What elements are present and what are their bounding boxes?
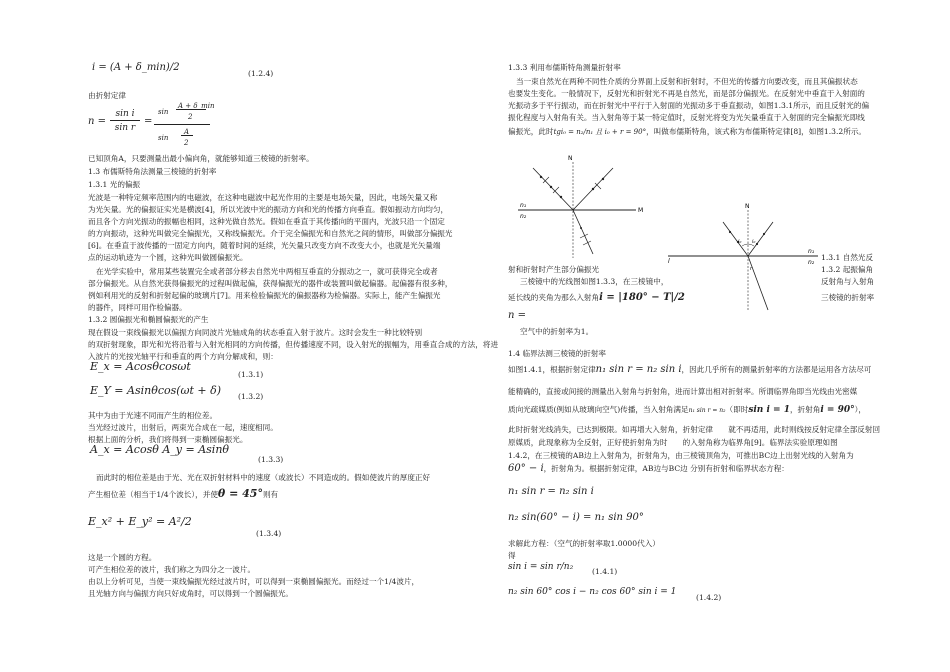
paragraph-line: 得 xyxy=(508,551,516,560)
equation-circle: E_x² + E_y² = A²/2 xyxy=(88,515,192,528)
subsection-heading: 1.3.2 圆偏振光和椭圆偏振光的产生 xyxy=(88,315,209,324)
medium-label: n₁ xyxy=(520,202,527,209)
text-span: ，折射角为。根据折射定律，AB边与BC边 分别有折射和临界状态方程： xyxy=(543,464,789,473)
equation-n-lhs: n = xyxy=(88,116,106,127)
inline-equation: i = |180° − T|/2 xyxy=(599,292,685,303)
inline-equation: tgi₀ = n₂/n₁ 且 i₀ + r = 90° xyxy=(553,128,647,136)
paragraph-line: 当一束自然光在两种不同性介质的分界面上反射和折射时，不但光的传播方向要改变，而且其偏振状态 xyxy=(516,77,858,86)
paragraph-line: 为光矢量。光的偏振证实光是横波[4]，所以光波中光的振动方向和光的传播方向垂直。假如振动方向均匀， xyxy=(88,205,449,214)
equation-ex: E_x = Acosθcosωt xyxy=(90,360,191,373)
paragraph-line: 当光经过波片，出射后，两束光合成在一起，速度相同。 xyxy=(88,423,278,432)
paragraph-line: 例如利用光的反射和折射起偏的玻璃片[7]。用来检验偏振光的偏振器称为检偏器。实际上，能产生偏振光 xyxy=(88,291,441,300)
angle-label: i₀ xyxy=(738,239,742,245)
subsection-heading: 1.3.3 利用布儒斯特角测量折射率 xyxy=(508,63,621,72)
equation-amplitudes: A_x = Acosθ A_y = Asinθ xyxy=(90,443,230,456)
paragraph-line: 在光学实验中，常用某些装置完全或者部分移去自然光中两相互垂直的分振动之一，就可获得完全或者 xyxy=(96,267,438,276)
paragraph-line: 已知顶角A，只要测量出最小偏向角，就能够知道三棱镜的折射率。 xyxy=(88,154,314,163)
section-heading: 1.3 布儒斯特角法测量三棱镜的折射率 xyxy=(88,167,217,176)
text-span: 延长线的夹角为那么入射角 xyxy=(508,293,600,302)
paragraph-line: 部分偏振光。从自然光获得偏振光的过程叫做起偏，获得偏振光的器件或装置叫做起偏器。起偏器有很多种， xyxy=(88,279,453,288)
angle-label: r xyxy=(750,266,753,272)
interface-label: M xyxy=(638,207,644,214)
equation-equals: = xyxy=(144,116,153,127)
inline-equation: sin i = 1 xyxy=(748,405,790,415)
figure-caption: 反射角与入射角 xyxy=(821,277,875,286)
paragraph-line: 根据上面的分析，我们将得到一束椭圆偏振光。 xyxy=(88,435,248,444)
paragraph-line xyxy=(508,126,866,138)
paragraph-line: 光波是一种特定频率范围内的电磁波，在这种电磁波中起光作用的主要是电场矢量，因此，电场矢量又称 xyxy=(88,193,438,202)
paragraph-line: 且光轴方向与偏振方向只好成角时，可以得到一个圆偏振光。 xyxy=(88,589,294,598)
text-span: 如图1.4.1，根据折射定律 xyxy=(508,365,596,374)
paragraph-line: 其中为由于光速不同而产生的相位差。 xyxy=(88,411,218,420)
medium-label: n₂ xyxy=(808,259,815,266)
paragraph-line: 由折射定律 xyxy=(88,91,126,100)
equation-number: (1.4.1) xyxy=(592,567,618,576)
sin-label: sin xyxy=(158,134,169,142)
text-span: ，折射角 xyxy=(789,405,821,414)
normal-label: N xyxy=(568,155,573,162)
section-heading: 1.4 临界法测三棱镜的折射率 xyxy=(508,349,607,358)
paragraph-line: 而且各个方向光振动的振幅也相同，这种光做自然光。假如在垂直于其传播向的平面内，光波只沿一个固定 xyxy=(88,217,445,226)
paragraph-line: 振化程度与入射角有关。当入射角等于某一特定值时，反射光将变为光矢量垂直于入射面的完全偏振光即线 xyxy=(508,113,865,122)
normal-label: N xyxy=(745,203,750,210)
figure-caption: 1.3.1 自然光反 xyxy=(821,253,874,262)
paragraph-line: 求解此方程：（空气的折射率取1.0000代入） xyxy=(508,539,660,548)
inline-equation: i = 90° xyxy=(820,405,855,415)
angle-arc xyxy=(742,244,748,246)
equation-number: (1.4.2) xyxy=(696,593,722,602)
paragraph-line: 点的运动轨迹为一个圆，这种光叫做圆偏振光。 xyxy=(88,253,248,262)
refracted-ray xyxy=(573,210,593,254)
paragraph-line: 1.4.2，在三棱镜的AB边上入射角为，折射角为，由三棱镜顶角为，可推出BC边上出射光线的入射角为 xyxy=(508,451,854,460)
fraction-denominator: sin r xyxy=(114,123,136,133)
equation-number: (1.2.4) xyxy=(248,69,274,78)
paragraph-line xyxy=(508,404,866,417)
denominator-top: A xyxy=(184,128,190,136)
subsection-heading: 1.3.1 光的偏振 xyxy=(88,180,141,189)
paragraph-line: 现在假设一束线偏振光以偏振方向同波片光轴成角的状态垂直入射于波片。这时会发生一种比较特别 xyxy=(88,328,423,337)
equation-n: n = xyxy=(508,310,526,321)
equation-number: (1.3.2) xyxy=(238,392,264,401)
numerator-two: 2 xyxy=(188,113,193,121)
equation-1-4-2: n₂ sin 60° cos i − n₂ cos 60° sin i = 1 xyxy=(508,587,677,597)
paragraph-line: 三棱镜中的光线图如图1.3.3，在三棱镜中， xyxy=(520,277,669,286)
inline-equation: n₁ sin r = n₂ xyxy=(688,407,726,414)
ray-label: l xyxy=(668,258,670,265)
medium-label: n₂ xyxy=(520,213,527,220)
paragraph-line: 的方向振动，这种光叫做完全偏振光，又称线偏振光。介于完全偏振光和自然光之间的情形，叫做部分偏振光 xyxy=(88,229,453,238)
paragraph-line: 可产生相位差的波片，我们称之为四分之一波片。 xyxy=(88,565,256,574)
incident-ray xyxy=(533,168,573,210)
paragraph-line: 射和折射时产生部分偏振光 xyxy=(508,265,600,274)
equation-number: (1.3.3) xyxy=(258,455,284,464)
paragraph-line: 也要发生变化。一般情况下，反射光和折射光不再是自然光，而是部分偏振光。在反射光中垂直于入射面的 xyxy=(508,89,865,98)
polarization-dots xyxy=(540,176,604,229)
numerator-top: A + δ_min xyxy=(178,102,215,110)
paragraph-line: 这是一个圆的方程。 xyxy=(88,553,157,562)
angle-label: i₀ xyxy=(752,239,756,245)
paragraph-line xyxy=(508,463,789,475)
equation-refraction-ab: n₁ sin r = n₂ sin i xyxy=(508,486,594,497)
figure-1-3-2 xyxy=(668,200,818,312)
incident-ray xyxy=(723,222,748,256)
equation-big-fraction xyxy=(154,100,214,156)
denominator-two: 2 xyxy=(184,139,189,147)
equation-critical-bc: n₂ sin(60° − i) = n₁ sin 90° xyxy=(508,512,644,523)
text-span: 质向光疏媒质(例如从玻璃向空气)传播，当入射角满足 xyxy=(508,405,689,414)
figure-1-3-1 xyxy=(518,150,648,260)
inline-equation: n₁ sin r = n₂ sin i xyxy=(595,364,682,375)
equation-1-2-4: i = (A + δ_min)/2 xyxy=(92,62,180,73)
paragraph-line: 的器件，同样可用作检偏器。 xyxy=(88,303,187,312)
text-span: 产生相位差（相当于1/4个波长），并使 xyxy=(88,490,218,499)
text-span: 偏振光，此时 xyxy=(508,127,554,136)
text-span: ，叫做布儒斯特角，该式称为布儒斯特定律[8]，如图1.3.2所示。 xyxy=(646,127,867,136)
refracted-ray xyxy=(748,256,768,310)
paragraph-line xyxy=(508,364,871,376)
equation-1-4-1: sin i = sin r/n₂ xyxy=(508,562,574,572)
text-span: ）， xyxy=(854,405,866,414)
figure-caption: 三棱镜的折射率 xyxy=(821,293,875,302)
paragraph-line: [6]。在垂直于波传播的一固定方向内，随着时间的延续，光矢量只改变方向不改变大小，也就是光矢量端 xyxy=(88,241,441,250)
equation-number: (1.3.1) xyxy=(238,370,264,379)
equation-number: (1.3.4) xyxy=(256,529,282,538)
medium-label: n₁ xyxy=(808,248,815,255)
text-span: ，因此几乎所有的测量折射率的方法都是运用各方法尽可 xyxy=(681,365,872,374)
paragraph-line: 空气中的折射率为1。 xyxy=(520,327,594,336)
inline-equation: 60° − i xyxy=(508,463,544,474)
sin-label: sin xyxy=(158,108,169,116)
fraction-numerator: sin i xyxy=(110,108,140,121)
text-span: （即时 xyxy=(725,405,749,414)
paragraph-line: 由以上分析可见，当使一束线偏振光经过波片时，可以得到一束椭圆偏振光。而经过一个1/4波片， xyxy=(88,577,420,586)
paragraph-line xyxy=(88,488,278,501)
paragraph-line: 的双折射现象，即光和光将沿着与入射光相同的方向传播，但传播速度不同，设入射光的振幅为，用垂直合成的方法，将进 xyxy=(88,340,499,349)
paragraph-line xyxy=(508,292,685,304)
text-span: 则有 xyxy=(262,490,279,499)
paragraph-line: 光振动多于平行振动，而在折射光中平行于入射面的光振动多于垂直振动，如图1.3.1所示，而且反射光的偏 xyxy=(508,101,870,110)
paragraph-line: 此时折射光线消失，已达到极限。如再增大入射角，折射定律 就不再适用，此时则线按反射定律全部反射回 xyxy=(508,425,881,434)
inline-equation: θ = 45° xyxy=(217,487,263,500)
paragraph-line: 而此时的相位差是由于光、光在双折射材料中的速度（或波长）不同造成的。假如使波片的厚度正好 xyxy=(96,473,431,482)
paragraph-line: 能精确的，直接或间接的测量出入射角与折射角，进而计算出相对折射率。所谓临界角即当光线由光密媒 xyxy=(508,387,858,396)
paragraph-line: 原媒质，此现象称为全反射，正好使折射角为时 的入射角称为临界角[9]。临界法实验原理如图 xyxy=(508,438,838,447)
paragraph-line: 入波片的光按光轴平行和垂直的两个方向分解成和，则： xyxy=(88,352,278,361)
figure-caption: 1.3.2 起振偏角 xyxy=(821,265,874,274)
equation-ey: E_Y = Asinθcos(ωt + δ) xyxy=(90,384,222,397)
